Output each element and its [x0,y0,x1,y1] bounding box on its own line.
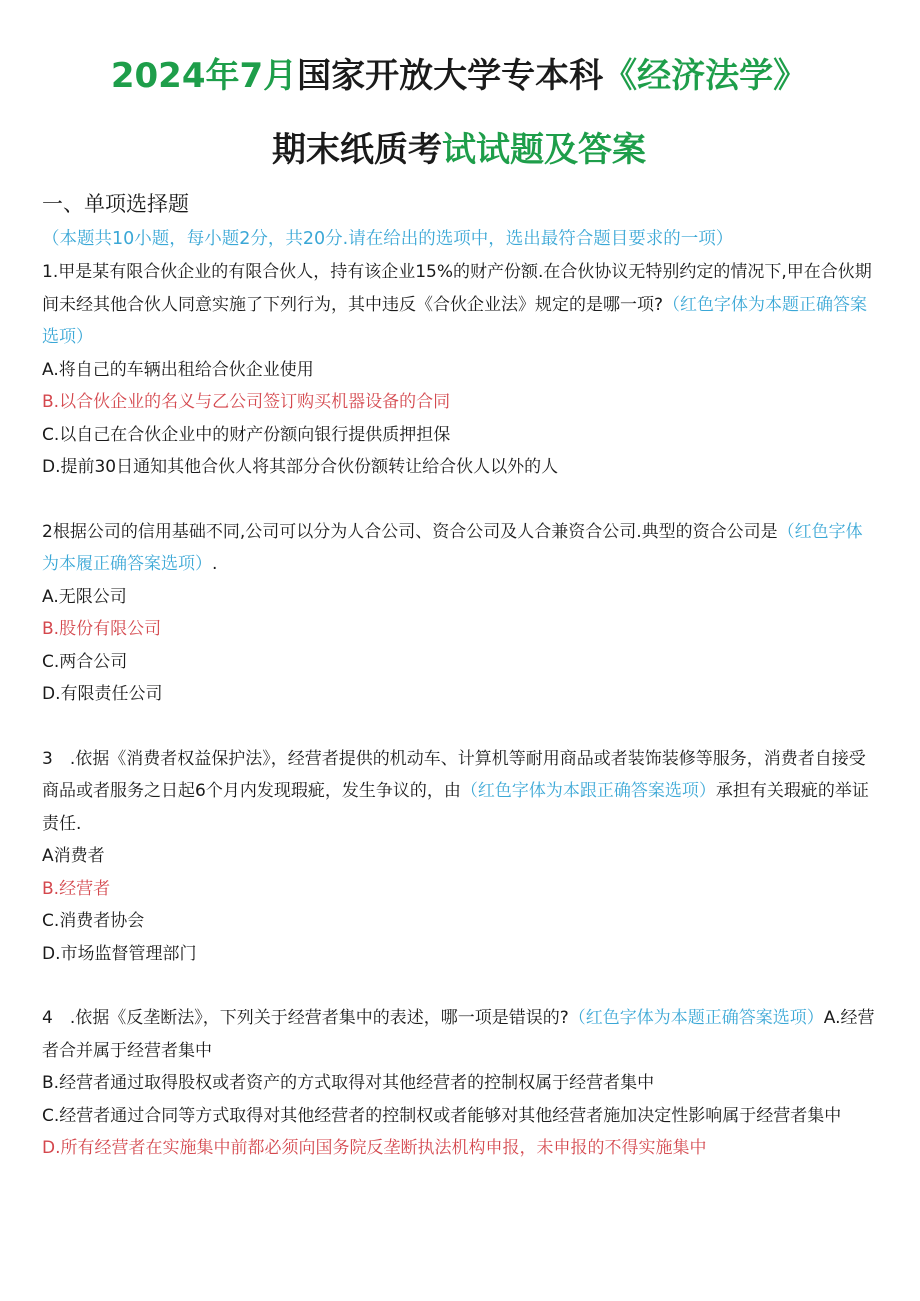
question-answer-hint: （红色字体为本题正确答案选项） [568,1008,824,1028]
spacer [42,970,876,1002]
question-stem-tail: 承担有关瑕疵的举证责任. [42,781,869,834]
option-d-correct: D.所有经营者在实施集中前都必须向国务院反垄断执法机构申报，未申报的不得实施集中 [42,1138,707,1158]
option-c: C.两合公司 [42,651,128,672]
question-stem [42,516,876,581]
question-stem-text: 4 .依据《反垄断法》，下列关于经营者集中的表述，哪一项是错误的? [42,1008,569,1028]
question-answer-hint: （红色字体为本题正确答案选项） [42,294,868,347]
title-year-month: 2024年7月 [110,56,298,96]
option-a-inline: A.经营者合并属于经营者集中 [42,1008,875,1061]
section-heading: 一、单项选择题 [42,192,189,216]
option-b: B.经营者通过取得股权或者资产的方式取得对其他经营者的控制权属于经营者集中 [42,1073,655,1093]
question-3 [42,743,876,971]
option-b-correct: B.经营者 [42,878,111,899]
option-c: C.以自己在合伙企业中的财产份额向银行提供质押担保 [42,424,451,445]
option-d: D.有限责任公司 [42,684,163,704]
question-answer-hint: （红色字体为本跟正确答案选项） [460,781,716,801]
option-a: A.无限公司 [42,586,127,607]
page-title-line2 [42,130,876,170]
question-stem-text: 1.甲是某有限合伙企业的有限合伙人，持有该企业15%的财产份额.在合伙协议无特别约定的情况下,甲在合伙期间未经其他合伙人同意实施了下列行为，其中违反《合伙企业法》规定的是哪一项? [42,262,872,315]
title-exam-answers: 试试题及答案 [442,130,646,170]
option-d: D.市场监督管理部门 [42,943,197,964]
question-stem-text: 3 .依据《消费者权益保护法》，经营者提供的机动车、计算机等耐用商品或者装饰装修等服务，消费者自接受商品或者服务之日起6个月内发现瑕疵，发生争议的，由 [42,748,866,801]
option-a: A消费者 [42,846,105,866]
section-note: （本题共10小题，每小题2分，共20分.请在给出的选项中，选出最符合题目要求的一项） [42,229,734,249]
question-1 [42,256,876,484]
option-c: C.经营者通过合同等方式取得对其他经营者的控制权或者能够对其他经营者施加决定性影响属于经营者集中 [42,1105,842,1126]
question-stem [42,256,876,354]
question-answer-hint: （红色字体为本履正确答案选项） [42,521,863,574]
question-stem [42,743,876,841]
title-course: 《经济法学》 [603,56,808,96]
title-university: 国家开放大学专本科 [297,56,604,96]
section-header [42,188,876,256]
spacer [42,484,876,516]
question-4 [42,1002,876,1165]
title-exam-type: 期末纸质考 [272,130,442,170]
question-stem-text: 2根据公司的信用基础不同,公司可以分为人合公司、资合公司及人合兼资合公司.典型的资合公司是 [42,521,778,542]
question-stem [42,1002,876,1067]
option-c: C.消费者协会 [42,911,145,931]
option-d: D.提前30日通知其他合伙人将其部分合伙份额转让给合伙人以外的人 [42,457,559,477]
option-a: A.将自己的车辆出租给合伙企业使用 [42,359,314,380]
spacer [42,711,876,743]
page-title-line1 [42,0,876,96]
question-stem-tail: . [212,554,218,574]
option-b-correct: B.以合伙企业的名义与乙公司签订购买机器设备的合同 [42,392,451,412]
option-b-correct: B.股份有限公司 [42,619,162,639]
question-2 [42,516,876,711]
